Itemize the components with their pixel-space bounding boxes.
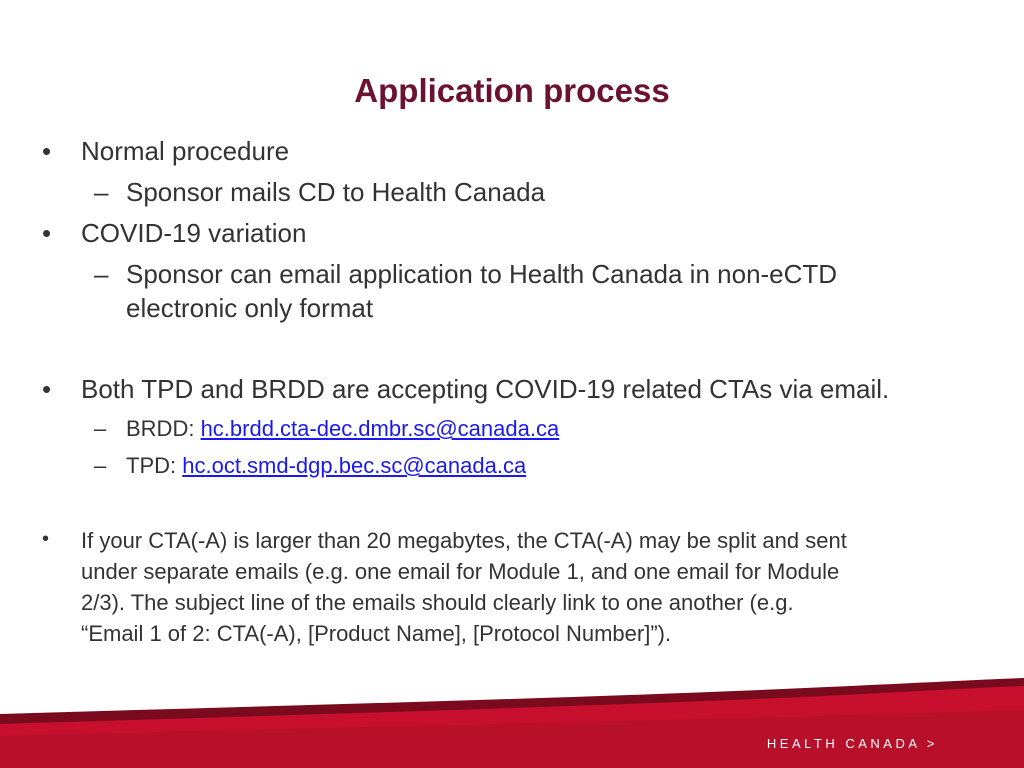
tpd-email-link[interactable]: hc.oct.smd-dgp.bec.sc@canada.ca xyxy=(182,453,527,478)
tpd-line xyxy=(126,453,526,479)
bullet-icon: • xyxy=(42,136,52,166)
bullet-text: Normal procedure xyxy=(81,136,290,166)
dash-icon: – xyxy=(94,177,109,207)
bullet-text: If your CTA(-A) is larger than 20 megabytes, the CTA(-A) may be split and sent xyxy=(81,528,847,553)
bullet-text: Both TPD and BRDD are accepting COVID-19 related CTAs via email. xyxy=(81,374,890,404)
sub-bullet-text: Sponsor can email application to Health Canada in non-eCTD xyxy=(126,259,838,289)
dash-icon: – xyxy=(94,259,109,289)
bullet-icon: • xyxy=(42,528,50,550)
dash-icon: – xyxy=(94,416,107,441)
bullet-text: COVID-19 variation xyxy=(81,218,307,248)
bullet-text: 2/3). The subject line of the emails should clearly link to one another (e.g. xyxy=(81,590,794,615)
brdd-email-link[interactable]: hc.brdd.cta-dec.dmbr.sc@canada.ca xyxy=(200,416,560,441)
slide-title: Application process xyxy=(354,72,670,109)
sub-bullet-text: electronic only format xyxy=(126,293,374,323)
bullet-icon: • xyxy=(42,218,52,248)
dash-icon: – xyxy=(94,453,107,478)
brdd-line xyxy=(126,416,559,442)
footer-wave-band xyxy=(0,678,1024,768)
bullet-icon: • xyxy=(42,374,52,404)
bullet-text: “Email 1 of 2: CTA(-A), [Product Name], [Protocol Number]”). xyxy=(81,621,672,646)
brdd-label: BRDD: xyxy=(126,416,201,441)
tpd-label: TPD: xyxy=(126,453,183,478)
health-canada-footer: HEALTH CANADA > xyxy=(766,736,938,751)
sub-bullet-text: Sponsor mails CD to Health Canada xyxy=(126,177,546,207)
bullet-text: under separate emails (e.g. one email for Module 1, and one email for Module xyxy=(81,559,840,584)
